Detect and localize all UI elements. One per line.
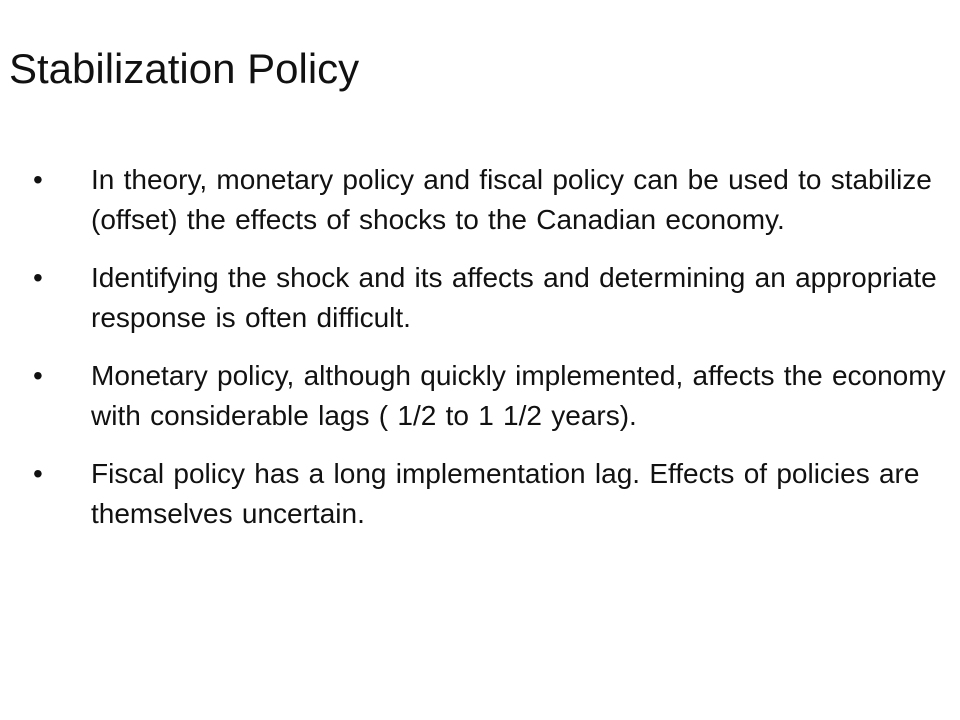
bullet-item (30, 356, 950, 436)
slide-title: Stabilization Policy (9, 45, 360, 92)
bullet-text: Identifying the shock and its affects and determining an appropriate response is often difficult. (91, 262, 937, 333)
bullet-icon: • (33, 164, 43, 195)
bullet-item (30, 258, 950, 338)
bullet-list (30, 160, 950, 552)
bullet-text: In theory, monetary policy and fiscal policy can be used to stabilize (offset) the effects of shocks to the Canadian economy. (91, 164, 932, 235)
bullet-text: Fiscal policy has a long implementation lag. Effects of policies are themselves uncertain. (91, 458, 920, 529)
bullet-item (30, 454, 950, 534)
bullet-text: Monetary policy, although quickly implemented, affects the economy with considerable lags ( 1/2 to 1 1/2 years). (91, 360, 946, 431)
bullet-icon: • (33, 360, 43, 391)
bullet-icon: • (33, 262, 43, 293)
bullet-icon: • (33, 458, 43, 489)
bullet-item (30, 160, 950, 240)
